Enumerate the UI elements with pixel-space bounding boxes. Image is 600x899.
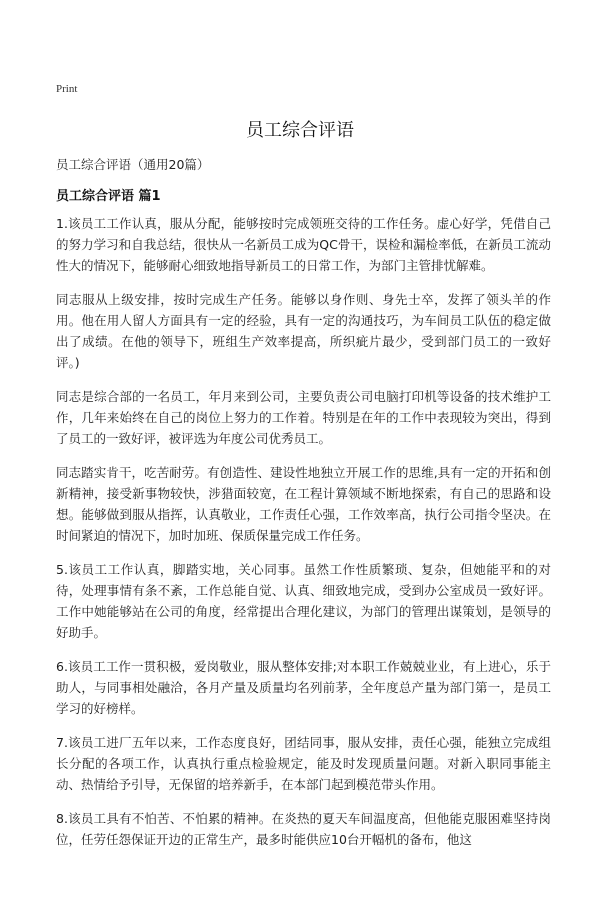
paragraph-8: 8.该员工具有不怕苦、不怕累的精神。在炎热的夏天车间温度高，但他能克服困难坚持岗位，任劳任怨保证开边的正常生产，最多时能供应10台开幅机的备布，他这 bbox=[56, 811, 551, 847]
paragraph-3: 同志是综合部的一名员工，年月来到公司，主要负责公司电脑打印机等设备的技术维护工作，几年来始终在自己的岗位上努力的工作着。特别是在年的工作中表现较为突出，得到了员工的一致好评，被评选为年度公司优秀员工。 bbox=[56, 389, 551, 446]
article-body bbox=[56, 213, 551, 863]
paragraph-4: 同志踏实肯干，吃苦耐劳。有创造性、建设性地独立开展工作的思维,具有一定的开拓和创新精神，接受新事物较快，涉猎面较宽，在工程计算领域不断地探索，有自己的思路和设想。能够做到服从指挥，认真敬业，工作责任心强，工作效率高，执行公司指令坚决。在时间紧迫的情况下，加时加班、保质保量完成工作任务。 bbox=[56, 465, 551, 543]
section-heading: 员工综合评语 篇1 bbox=[56, 189, 161, 204]
document-subtitle: 员工综合评语（通用20篇） bbox=[56, 157, 210, 172]
page-title: 员工综合评语 bbox=[246, 120, 354, 141]
paragraph-7: 7.该员工进厂五年以来，工作态度良好，团结同事，服从安排，责任心强，能独立完成组长分配的各项工作，认真执行重点检验规定，能及时发现质量问题。对新入职同事能主动、热情给予引导，无保留的培养新手，在本部门起到模范带头作用。 bbox=[56, 735, 551, 792]
paragraph-2: 同志服从上级安排，按时完成生产任务。能够以身作则、身先士卒，发挥了领头羊的作用。他在用人留人方面具有一定的经验，具有一定的沟通技巧，为车间员工队伍的稳定做出了成绩。在他的领导下，班组生产效率提高，所织疵片最少，受到部门员工的一致好评。) bbox=[56, 292, 551, 370]
paragraph-5: 5.该员工工作认真，脚踏实地，关心同事。虽然工作性质繁琐、复杂，但她能平和的对待，处理事情有条不紊，工作总能自觉、认真、细致地完成，受到办公室成员一致好评。工作中她能够站在公司的角度，经常提出合理化建议，为部门的管理出谋策划，是领导的好助手。 bbox=[56, 562, 551, 640]
paragraph-6: 6.该员工工作一贯积极，爱岗敬业，服从整体安排;对本职工作兢兢业业，有上进心，乐于助人，与同事相处融洽，各月产量及质量均名列前茅，全年度总产量为部门第一，是员工学习的好榜样。 bbox=[56, 659, 551, 716]
paragraph-1: 1.该员工工作认真，服从分配，能够按时完成领班交待的工作任务。虚心好学，凭借自己的努力学习和自我总结，很快从一名新员工成为QC骨干，误检和漏检率低，在新员工流动性大的情况下，能够耐心细致地指导新员工的日常工作，为部门主管排忧解难。 bbox=[56, 216, 551, 273]
print-link[interactable]: Print bbox=[56, 83, 78, 95]
